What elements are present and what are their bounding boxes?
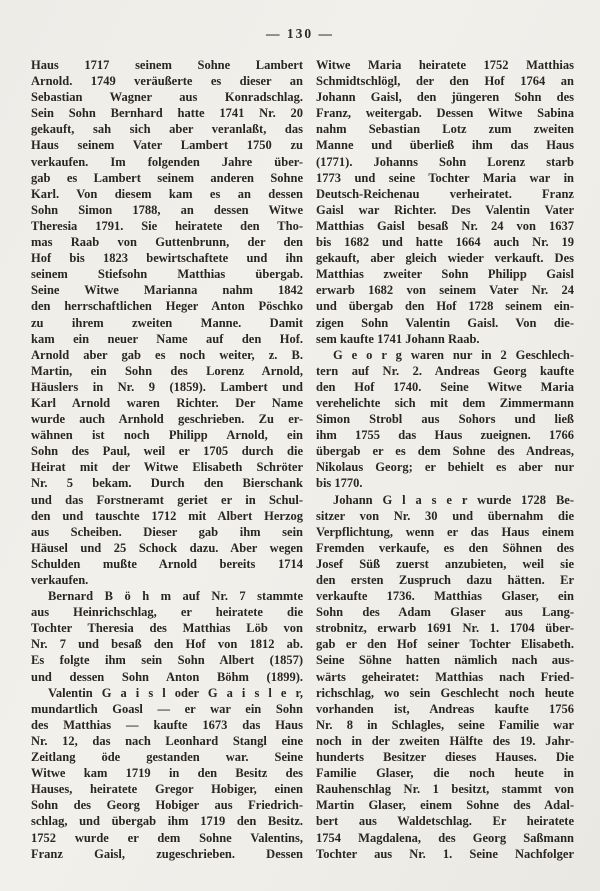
text-line: tern auf Nr. 2. Andreas Georg kaufte — [316, 363, 574, 378]
text-line: Zeitlang öde gestanden war. Seine — [31, 750, 303, 765]
text-line: übergab er es dem Sohne des Andreas, — [316, 444, 574, 459]
text-line: 1752 wurde er dem Sohne Valentins, — [31, 830, 303, 845]
text-columns — [31, 57, 574, 862]
text-line: Gaisl war Richter. Des Valentin Vater — [316, 202, 574, 217]
text-line: seinem Stiefsohn Matthias übergab. — [31, 267, 303, 282]
paragraph — [316, 347, 574, 492]
text-line: Martin Glaser, einem Sohne des Adal- — [316, 798, 574, 813]
text-line: den ersten Zuspruch dazu hätten. Er — [316, 573, 574, 587]
text-line: Nikolaus Georg; er behielt es aber nur — [316, 460, 574, 475]
text-line: Haus 1717 seinem Sohne Lambert — [31, 58, 303, 72]
text-line: den und tauschte 1712 mit Albert Herzog — [31, 508, 303, 523]
paragraph — [316, 492, 574, 862]
text-line: Sohn des Adam Glaser aus Lang- — [316, 605, 574, 620]
left-column — [31, 57, 303, 862]
text-line: Es folgte ihm sein Sohn Albert (1857) — [31, 653, 303, 668]
text-line: den herrschaftlichen Heger Anton Pöschko — [31, 299, 303, 314]
text-line: Deutsch-Reichenau verheiratet. Franz — [316, 186, 574, 201]
text-line: Heirat mit der Witwe Elisabeth Schröter — [31, 460, 303, 475]
text-line: Witwe kam 1719 in den Besitz des — [31, 766, 303, 781]
text-line: gab es Lambert seinem anderen Sohne — [31, 170, 303, 185]
text-line: Hof bis 1823 bewirtschaftete und ihn — [31, 251, 303, 266]
text-line: Valentin G a i s l oder G a i s l e r, — [48, 685, 303, 700]
text-line: sitzer von Nr. 30 und übernahm die — [316, 508, 574, 523]
text-line: schlag, und übergab ihm 1719 den Besitz. — [31, 814, 303, 829]
text-line: Franz, weitergab. Dessen Witwe Sabina — [316, 106, 574, 121]
text-line: Bernard B ö h m auf Nr. 7 stammte — [48, 589, 303, 604]
text-line: Sohn des Georg Hobiger aus Friedrich- — [31, 798, 303, 813]
text-line: hunderts Besitzer dieses Hauses. Die — [316, 750, 574, 765]
text-line: Haus seinem Vater Lambert 1750 zu — [31, 138, 303, 153]
text-line: Arnold. 1749 veräußerte es dieser an — [31, 74, 303, 89]
text-line: Nr. 12, das nach Leonhard Stangl eine — [31, 733, 303, 748]
text-line: G e o r g waren nur in 2 Geschlech- — [333, 347, 574, 362]
text-line: Josef Süß zuerst anzubieten, weil sie — [316, 556, 574, 571]
text-line: Johann G l a s e r wurde 1728 Be- — [333, 492, 574, 507]
right-column — [316, 57, 574, 862]
text-line: Matthias zweiter Sohn Philipp Gaisl — [316, 267, 574, 282]
text-line: verkaufte 1736. Matthias Glaser, ein — [316, 589, 574, 604]
text-line: kam ein neuer Name auf den Hof. — [31, 331, 303, 346]
text-line: Sebastian Wagner aus Konradschlag. — [31, 90, 303, 105]
text-line: Franz Gaisl, zugeschrieben. Dessen — [31, 846, 303, 861]
text-line: Sein Sohn Bernhard hatte 1741 Nr. 20 — [31, 106, 303, 121]
text-line: Nr. 5 bekam. Durch den Bierschank — [31, 476, 303, 491]
text-line: ihm 1755 das Haus zueignen. 1766 — [316, 428, 574, 443]
text-line: den Hof 1740. Seine Witwe Maria — [316, 379, 574, 394]
text-line: strobnitz, erwarb 1691 Nr. 1. 1704 über- — [316, 621, 574, 636]
text-line: und übergab den Hof 1728 seinem ein- — [316, 299, 574, 314]
text-line: Johann Gaisl, den jüngeren Sohn des — [316, 90, 574, 105]
text-line: Sohn des Paul, weil er 1705 durch die — [31, 444, 303, 459]
text-line: (1771). Johanns Sohn Lorenz starb — [316, 154, 574, 169]
text-line: Schmidtschlögl, der den Hof 1764 an — [316, 74, 574, 89]
text-line: erwarb 1682 von seinem Vater Nr. 24 — [316, 283, 574, 298]
text-line: Theresia 1791. Sie heiratete den Tho- — [31, 218, 303, 233]
text-line: Simon Strobl aus Sohors und ließ — [316, 412, 574, 427]
text-line: mas Raab von Guttenbrunn, der den — [31, 235, 303, 250]
text-line: sem kaufte 1741 Johann Raab. — [316, 331, 480, 346]
text-line: Nr. 7 und besaß den Hof von 1812 ab. — [31, 637, 303, 652]
text-line: 1754 Magdalena, des Georg Saßmann — [316, 830, 574, 845]
text-line: Manne und überließ ihm das Haus — [316, 138, 574, 153]
text-line: und das Forstneramt geriet er in Schul- — [31, 492, 303, 507]
text-line: Häusel und 25 Schock dazu. Aber wegen — [31, 540, 303, 555]
text-line: des Matthias — kaufte 1673 das Haus — [31, 717, 303, 732]
text-line: bert aus Waldetschlag. Er heiratete — [316, 814, 574, 829]
text-line: verehelichte sich mit dem Zimmermann — [316, 395, 574, 410]
text-line: wurde auch Arnhold geschrieben. Zu er- — [31, 412, 303, 427]
text-line: noch in der zweiten Hälfte des 19. Jahr- — [316, 733, 574, 748]
text-line: wähnen ist noch Philipp Arnold, ein — [31, 428, 303, 443]
paragraph — [31, 57, 303, 588]
text-line: Seine Söhne hatten nämlich nach aus- — [316, 653, 574, 668]
text-line: 1773 und seine Tochter Maria war in — [316, 170, 574, 185]
text-line: Fremden verkaufe, es den Söhnen des — [316, 540, 574, 555]
text-line: bis 1682 und hatte 1664 auch Nr. 19 — [316, 235, 574, 250]
text-line: Martin, ein Sohn des Lorenz Arnold, — [31, 363, 303, 378]
text-line: Matthias Gaisl besaß Nr. 24 von 1637 — [316, 218, 574, 233]
text-line: Sohn Simon 1788, an dessen Witwe — [31, 202, 303, 217]
text-line: Karl Arnold waren Richter. Der Name — [31, 395, 303, 410]
text-line: vorhanden ist, Andreas kaufte 1756 — [316, 701, 574, 716]
text-line: Rauhenschlag Nr. 1 besitzt, stammt von — [316, 782, 574, 797]
text-line: Häuslers in Nr. 9 (1859). Lambert und — [31, 379, 303, 394]
text-line: Familie Glaser, die noch heute in — [316, 766, 574, 781]
text-line: Karl. Von diesem kam es an dessen — [31, 186, 303, 201]
text-line: richschlag, wo sein Geschlecht noch heute — [316, 685, 574, 700]
text-line: Arnold aber gab es noch weiter, z. B. — [31, 347, 303, 362]
text-line: bis 1770. — [316, 476, 363, 491]
text-line: nahm Sebastian Lotz zum zweiten — [316, 122, 574, 137]
text-line: zigen Sohn Valentin Gaisl. Von die- — [316, 315, 574, 330]
text-line: verkaufen. Im folgenden Jahre über- — [31, 154, 303, 169]
paragraph — [31, 685, 303, 862]
text-line: gekauft, sah sich aber veranlaßt, das — [31, 122, 303, 137]
text-line: aus Heinrichschlag, er heiratete die — [31, 605, 303, 620]
text-line: aus Scheiben. Dieser gab ihm sein — [31, 524, 303, 539]
page-number: — 130 — — [266, 26, 334, 41]
paragraph — [31, 588, 303, 685]
text-line: Seine Witwe Marianna nahm 1842 — [31, 283, 303, 298]
text-line: Schulden mußte Arnold bereits 1714 — [31, 556, 303, 571]
text-line: gekauft, aber gleich wieder verkauft. Des — [316, 251, 574, 266]
text-line: zu ihrem zweiten Manne. Damit — [31, 315, 303, 330]
text-line: wärts geheiratet: Matthias nach Fried- — [316, 669, 574, 684]
text-line: Nr. 8 in Schlagles, seine Familie war — [316, 717, 574, 732]
text-line: Tochter aus Nr. 1. Seine Nachfolger — [316, 846, 574, 861]
text-line: Tochter Theresia des Matthias Löb von — [31, 621, 303, 636]
text-line: gab er den Hof seiner Tochter Elisabeth. — [316, 637, 574, 652]
paragraph — [316, 57, 574, 347]
text-line: Witwe Maria heiratete 1752 Matthias — [316, 58, 574, 72]
text-line: Hauses, heiratete Gregor Hobiger, einen — [31, 782, 303, 797]
text-line: Verpflichtung, wenn er das Haus einem — [316, 524, 574, 539]
text-line: und dessen Sohn Anton Böhm (1899). — [31, 669, 303, 684]
text-line: mundartlich Goasl — er war ein Sohn — [31, 701, 303, 716]
text-line: verkaufen. — [31, 573, 89, 587]
